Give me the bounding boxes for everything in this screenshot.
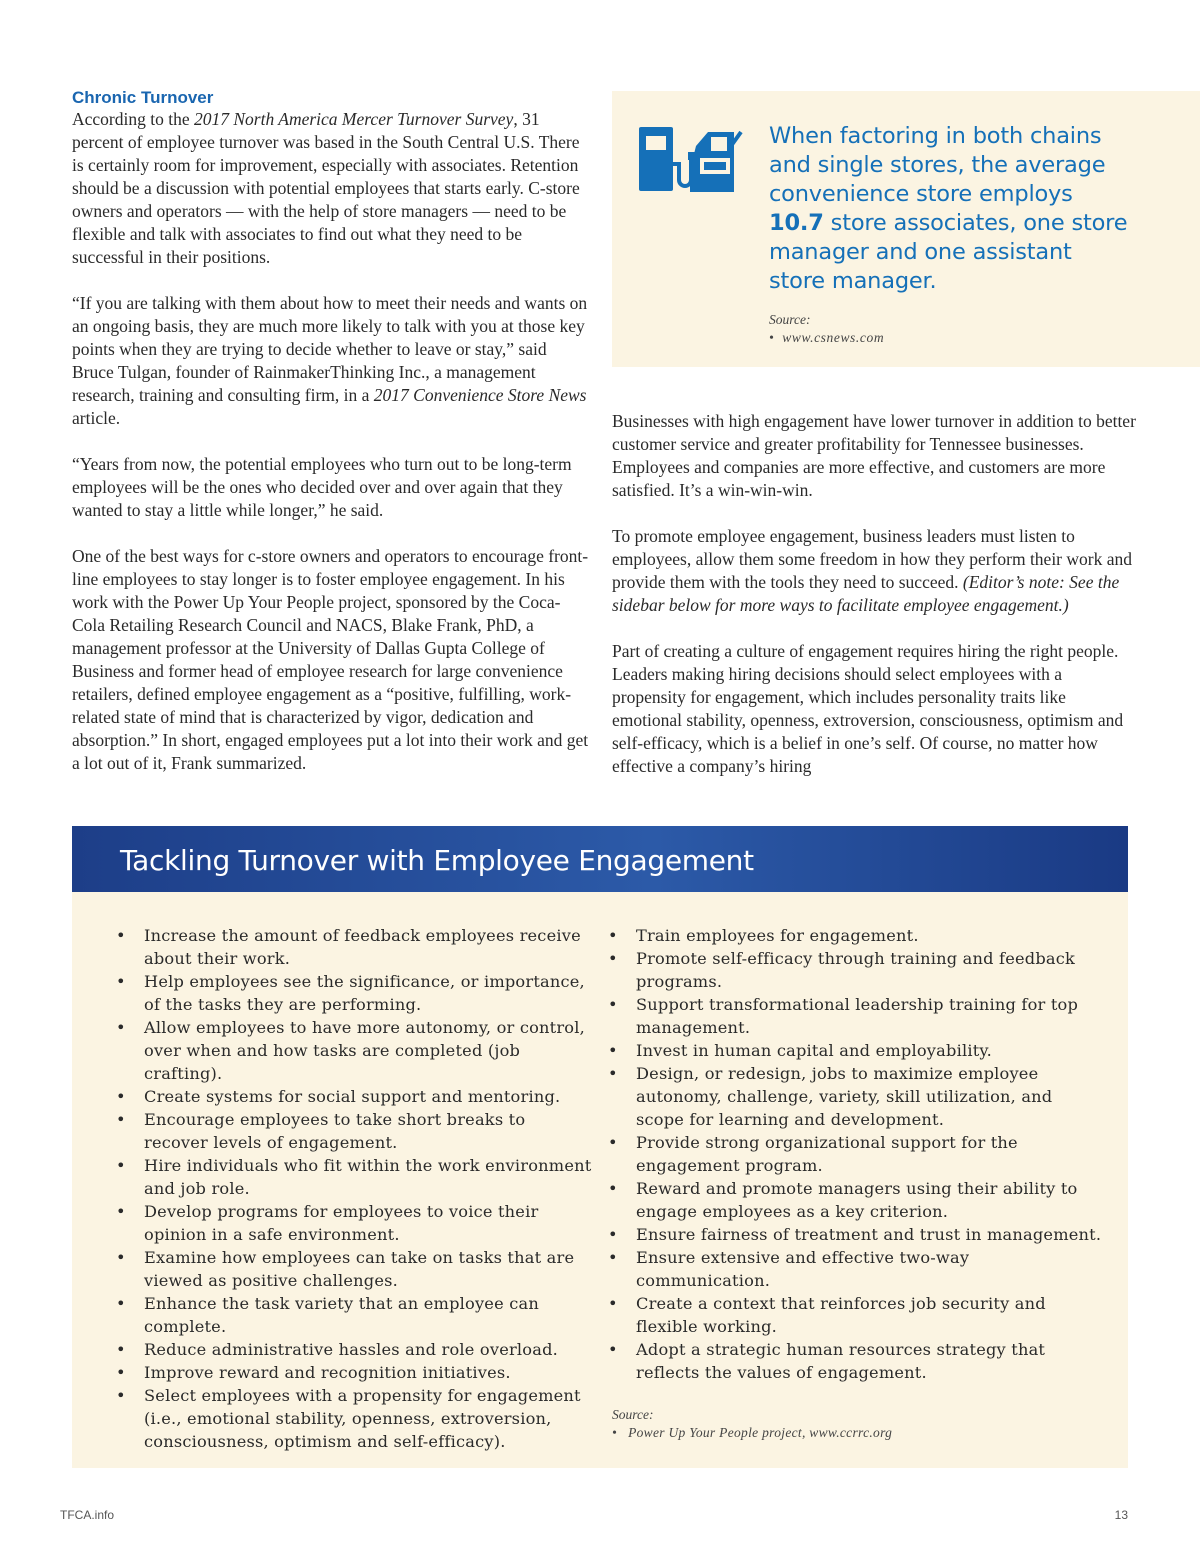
paragraph-6: To promote employee engagement, business leaders must listen to employees, allow them some freedom in how they perform their work and provide them with the tools they need to succeed. (Editor’s note: See the sidebar below for more ways to facilitate employee engagement.)	[612, 526, 1132, 615]
sidebar-title: Tackling Turnover with Employee Engagement	[120, 844, 754, 877]
sidebar-right-list	[608, 924, 1104, 1384]
list-item: • Improve reward and recognition initiatives.	[116, 1361, 592, 1384]
sidebar-right-list-wrap	[608, 924, 1104, 1442]
sidebar-left-list	[116, 924, 592, 1453]
list-item: • Hire individuals who fit within the work environment and job role.	[116, 1154, 592, 1200]
list-item: • Support transformational leadership training for top management.	[608, 993, 1104, 1039]
list-item: • Train employees for engagement.	[608, 924, 1104, 947]
list-item: • Ensure fairness of treatment and trust in management.	[608, 1223, 1104, 1246]
list-item: • Promote self-efficacy through training and feedback programs.	[608, 947, 1104, 993]
stat-number: 10.7	[769, 210, 824, 236]
list-item: • Reduce administrative hassles and role overload.	[116, 1338, 592, 1361]
gas-station-icon	[636, 124, 746, 194]
paragraph-5: Businesses with high engagement have lower turnover in addition to better customer service and greater profitability for Tennessee businesses. Employees and companies are more effective, and customers are more satisfied. It’s a win-win-win.	[612, 411, 1136, 500]
list-item: • Help employees see the significance, or importance, of the tasks they are performing.	[116, 970, 592, 1016]
sidebar-source-label: Source:	[612, 1407, 654, 1422]
list-item: • Increase the amount of feedback employees receive about their work.	[116, 924, 592, 970]
section-heading: Chronic Turnover	[72, 88, 214, 107]
list-item: • Ensure extensive and effective two-way communication.	[608, 1246, 1104, 1292]
list-item: • Create a context that reinforces job security and flexible working.	[608, 1292, 1104, 1338]
sidebar-left-list-wrap	[116, 924, 592, 1453]
list-item: • Allow employees to have more autonomy, or control, over when and how tasks are completed (job crafting).	[116, 1016, 592, 1085]
callout-source-label: Source:	[769, 312, 811, 327]
list-item: • Adopt a strategic human resources strategy that reflects the values of engagement.	[608, 1338, 1104, 1384]
list-item: • Enhance the task variety that an employee can complete.	[116, 1292, 592, 1338]
callout-statement: When factoring in both chains and single stores, the average convenience store employs 10.7 store associates, one store manager and one assistant store manager.	[769, 123, 1128, 294]
left-column	[72, 88, 592, 798]
list-item: • Examine how employees can take on tasks that are viewed as positive challenges.	[116, 1246, 592, 1292]
list-item: • Select employees with a propensity for engagement (i.e., emotional stability, openness, extroversion, consciousness, optimism and self-efficacy).	[116, 1384, 592, 1453]
footer-site: TFCA.info	[60, 1508, 115, 1522]
list-item: • Design, or redesign, jobs to maximize employee autonomy, challenge, variety, skill utilization, and scope for learning and development.	[608, 1062, 1104, 1131]
paragraph-1: According to the 2017 North America Mercer Turnover Survey, 31 percent of employee turnover was based in the South Central U.S. There is certainly room for improvement, especially with associates. Retention should be a discussion with potential employees that starts early. C-store owners and operators — with the help of store managers — need to be flexible and talk with associates to find out what they need to be successful in their positions.	[72, 109, 580, 267]
list-item: • Create systems for social support and mentoring.	[116, 1085, 592, 1108]
paragraph-4: One of the best ways for c-store owners and operators to encourage front-line employees to stay longer is to foster employee engagement. In his work with the Power Up Your People project, sponsored by the Coca-Cola Retailing Research Council and NACS, Blake Frank, PhD, a management professor at the University of Dallas Gupta College of Business and former head of employee research for large convenience retailers, defined employee engagement as a “positive, fulfilling, work-related state of mind that is characterized by vigor, dedication and absorption.” In short, engaged employees put a lot into their work and get a lot out of it, Frank summarized.	[72, 546, 589, 773]
paragraph-2: “If you are talking with them about how to meet their needs and wants on an ongoing basis, they are much more likely to talk with you at those key points when they are trying to decide whether to leave or stay,” said Bruce Tulgan, founder of RainmakerThinking Inc., a management research, training and consulting firm, in a 2017 Convenience Store News article.	[72, 293, 588, 428]
list-item: • Provide strong organizational support for the engagement program.	[608, 1131, 1104, 1177]
list-item: • Encourage employees to take short breaks to recover levels of engagement.	[116, 1108, 592, 1154]
footer-page-number: 13	[1114, 1508, 1128, 1522]
list-item: • Reward and promote managers using their ability to engage employees as a key criterion.	[608, 1177, 1104, 1223]
list-item: • Invest in human capital and employability.	[608, 1039, 1104, 1062]
callout-source-item: • www.csnews.com	[769, 330, 885, 345]
paragraph-7: Part of creating a culture of engagement requires hiring the right people. Leaders making hiring decisions should select employees with a propensity for engagement, which includes personality traits like emotional stability, openness, extroversion, consciousness, optimism and self-efficacy, which is a belief in one’s self. Of course, no matter how effective a company’s hiring	[612, 641, 1124, 776]
sidebar-source-item: • Power Up Your People project, www.ccrrc.org	[612, 1425, 893, 1440]
list-item: • Develop programs for employees to voice their opinion in a safe environment.	[116, 1200, 592, 1246]
right-column	[612, 410, 1140, 801]
paragraph-3: “Years from now, the potential employees who turn out to be long-term employees will be the ones who decided over and over again that they wanted to stay a little while longer,” he said.	[72, 454, 572, 520]
